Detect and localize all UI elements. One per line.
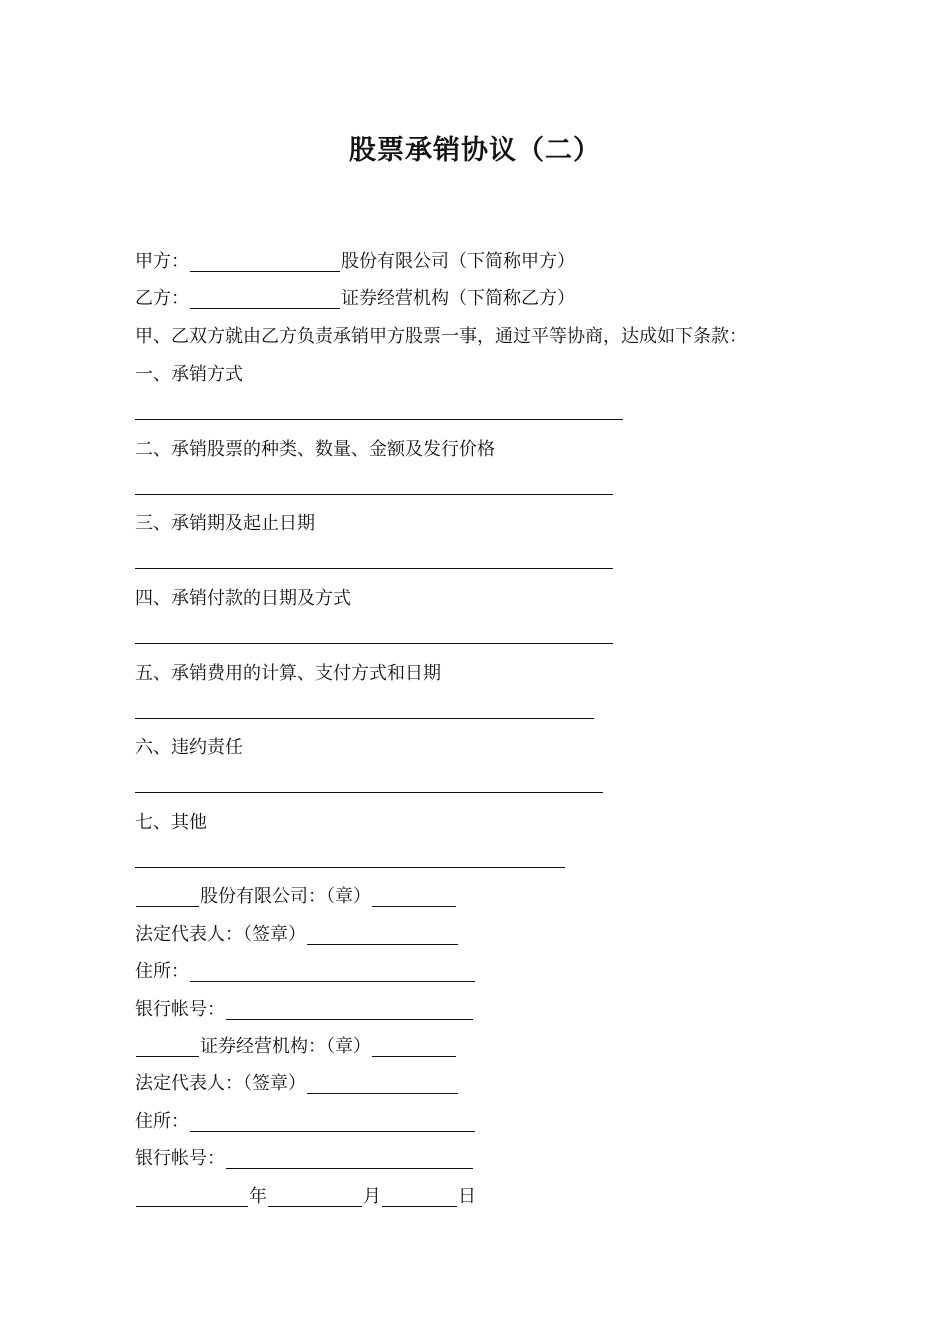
- party-a-suffix: 股份有限公司（下简称甲方）: [341, 251, 575, 272]
- signature-a-rep-line: [135, 923, 459, 947]
- address-b-blank[interactable]: [190, 1111, 475, 1132]
- date-day-label: 日: [458, 1186, 476, 1207]
- signature-a-rep-label: 法定代表人：（签章）: [135, 924, 306, 945]
- date-year-label: 年: [249, 1186, 267, 1207]
- signature-b-rep-line: [135, 1072, 459, 1096]
- clause-fill-line[interactable]: [135, 792, 603, 793]
- clause-heading: 一、承销方式: [135, 364, 243, 385]
- clause-fill-line[interactable]: [135, 867, 565, 868]
- signature-b-bank-label: 银行帐号：: [135, 1148, 225, 1169]
- date-line: [135, 1185, 476, 1209]
- company-a-seal-blank[interactable]: [372, 886, 456, 907]
- signature-a-bank-line: [135, 998, 474, 1022]
- month-blank[interactable]: [268, 1186, 362, 1207]
- day-blank[interactable]: [382, 1186, 457, 1207]
- party-b-blank[interactable]: [190, 288, 340, 309]
- signature-a-company-line: [135, 885, 457, 909]
- signature-b-company-line: [135, 1035, 457, 1059]
- party-b-suffix: 证券经营机构（下简称乙方）: [341, 288, 575, 309]
- company-b-name-blank[interactable]: [136, 1036, 199, 1057]
- clause-heading: 二、承销股票的种类、数量、金额及发行价格: [135, 439, 495, 460]
- clause-heading: 三、承销期及起止日期: [135, 513, 315, 534]
- clause-heading: 四、承销付款的日期及方式: [135, 588, 351, 609]
- signature-a-bank-label: 银行帐号：: [135, 999, 225, 1020]
- clause-fill-line[interactable]: [135, 419, 623, 420]
- company-a-name-blank[interactable]: [136, 886, 199, 907]
- clause-heading: 七、其他: [135, 812, 207, 833]
- company-b-seal-blank[interactable]: [372, 1036, 456, 1057]
- bank-a-blank[interactable]: [226, 999, 473, 1020]
- signature-a-company-label: 股份有限公司：（章）: [200, 886, 371, 907]
- bank-b-blank[interactable]: [226, 1148, 473, 1169]
- address-a-blank[interactable]: [190, 961, 475, 982]
- signature-b-address-label: 住所：: [135, 1111, 189, 1132]
- intro-text: 甲、乙双方就由乙方负责承销甲方股票一事，通过平等协商，达成如下条款：: [135, 326, 747, 347]
- signature-b-address-line: [135, 1110, 476, 1134]
- clause-fill-line[interactable]: [135, 643, 613, 644]
- signature-b-company-label: 证券经营机构：（章）: [200, 1036, 371, 1057]
- clause-heading: 五、承销费用的计算、支付方式和日期: [135, 663, 441, 684]
- clause-fill-line[interactable]: [135, 718, 594, 719]
- signature-b-rep-label: 法定代表人：（签章）: [135, 1073, 306, 1094]
- party-a-blank[interactable]: [190, 251, 340, 272]
- signature-b-bank-line: [135, 1147, 474, 1171]
- signature-a-address-label: 住所：: [135, 961, 189, 982]
- rep-b-signature-blank[interactable]: [307, 1073, 458, 1094]
- rep-a-signature-blank[interactable]: [307, 924, 458, 945]
- party-b-line: [135, 287, 575, 311]
- clause-heading: 六、违约责任: [135, 737, 243, 758]
- party-b-label: 乙方：: [135, 288, 189, 309]
- page-title: 股票承销协议（二）: [349, 135, 601, 166]
- signature-a-address-line: [135, 960, 476, 984]
- clause-fill-line[interactable]: [135, 568, 613, 569]
- year-blank[interactable]: [136, 1186, 248, 1207]
- date-month-label: 月: [363, 1186, 381, 1207]
- party-a-line: [135, 250, 575, 274]
- clause-fill-line[interactable]: [135, 494, 613, 495]
- party-a-label: 甲方：: [135, 251, 189, 272]
